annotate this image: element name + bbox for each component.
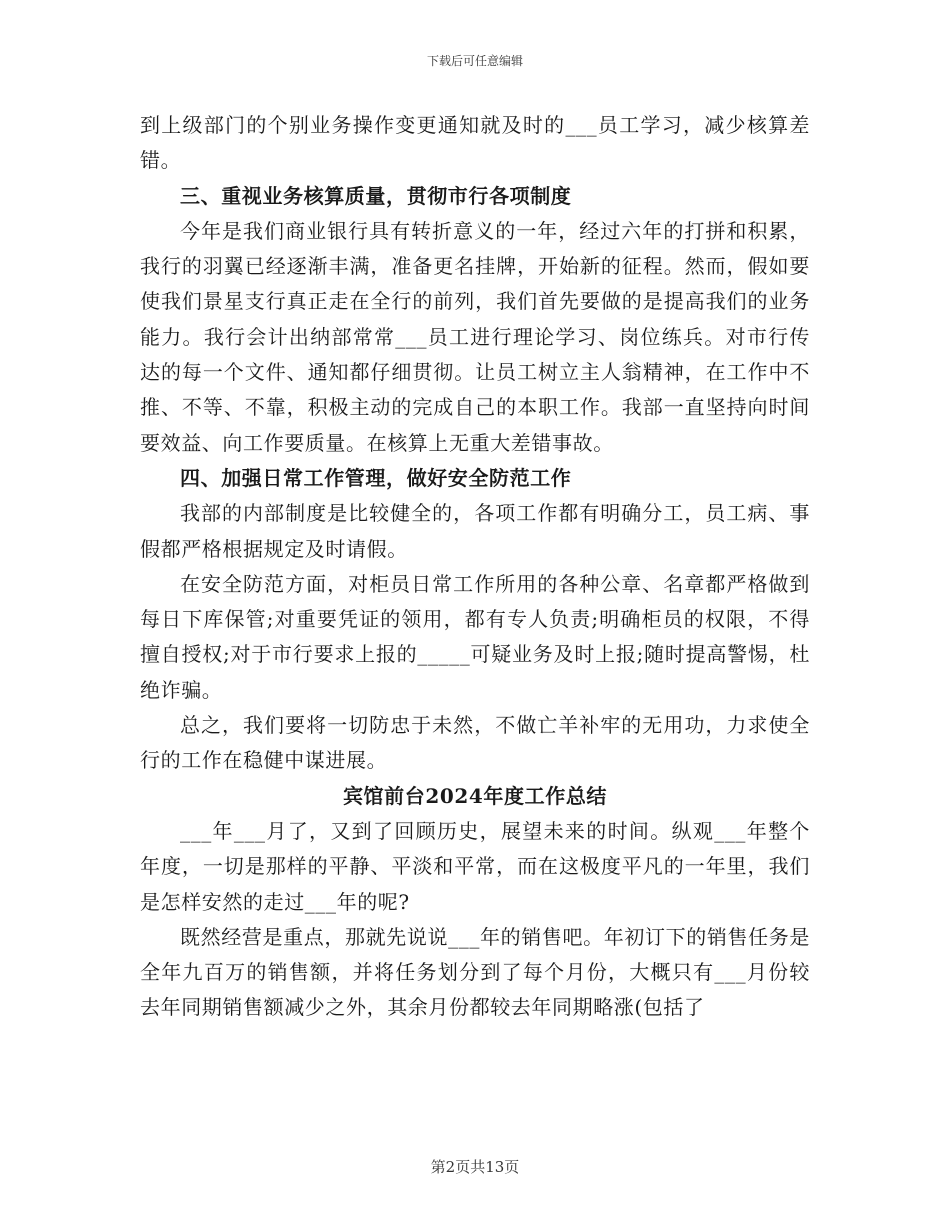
section-heading-3: 三、重视业务核算质量，贯彻市行各项制度 xyxy=(180,183,572,208)
page-number: 第2页共13页 xyxy=(430,1158,520,1176)
paragraph-internal-rules: 我部的内部制度是比较健全的，各项工作都有明确分工，员工病、事假都严格根据规定及时请假。 xyxy=(140,501,810,561)
page-header: 下载后可任意编辑 xyxy=(426,54,523,68)
document-title: 宾馆前台2024年度工作总结 xyxy=(342,783,608,808)
paragraph-year-review: ___年___月了，又到了回顾历史，展望未来的时间。纵观___年整个年度，一切是那样的平静、平淡和平常，而在这极度平凡的一年里，我们是怎样安然的走过___年的呢? xyxy=(140,818,810,914)
paragraph-security: 在安全防范方面，对柜员日常工作所用的各种公章、名章都严格做到每日下库保管;对重要凭证的领用，都有专人负责;明确柜员的权限，不得擅自授权;对于市行要求上报的_____可疑业务及时上报;随时提高警惕，杜绝诈骗。 xyxy=(140,571,810,702)
document-body xyxy=(140,108,810,1026)
section-heading-4: 四、加强日常工作管理，做好安全防范工作 xyxy=(180,465,572,490)
paragraph-sales: 既然经营是重点，那就先说说___年的销售吧。年初订下的销售任务是全年九百万的销售额，并将任务划分到了每个月份，大概只有___月份较去年同期销售额减少之外，其余月份都较去年同期略涨(包括了 xyxy=(140,924,810,1020)
paragraph-summary: 总之，我们要将一切防忠于未然，不做亡羊补牢的无用功，力求使全行的工作在稳健中谋进展。 xyxy=(140,713,810,773)
paragraph-business-quality: 今年是我们商业银行具有转折意义的一年，经过六年的打拼和积累，我行的羽翼已经逐渐丰满，准备更名挂牌，开始新的征程。然而，假如要使我们景星支行真正走在全行的前列，我们首先要做的是提高我们的业务能力。我行会计出纳部常常___员工进行理论学习、岗位练兵。对市行传达的每一个文件、通知都仔细贯彻。让员工树立主人翁精神，在工作中不推、不等、不靠，积极主动的完成自己的本职工作。我部一直坚持向时间要效益、向工作要质量。在核算上无重大差错事故。 xyxy=(140,218,810,455)
paragraph-continuation: 到上级部门的个别业务操作变更通知就及时的___员工学习，减少核算差错。 xyxy=(140,113,810,173)
